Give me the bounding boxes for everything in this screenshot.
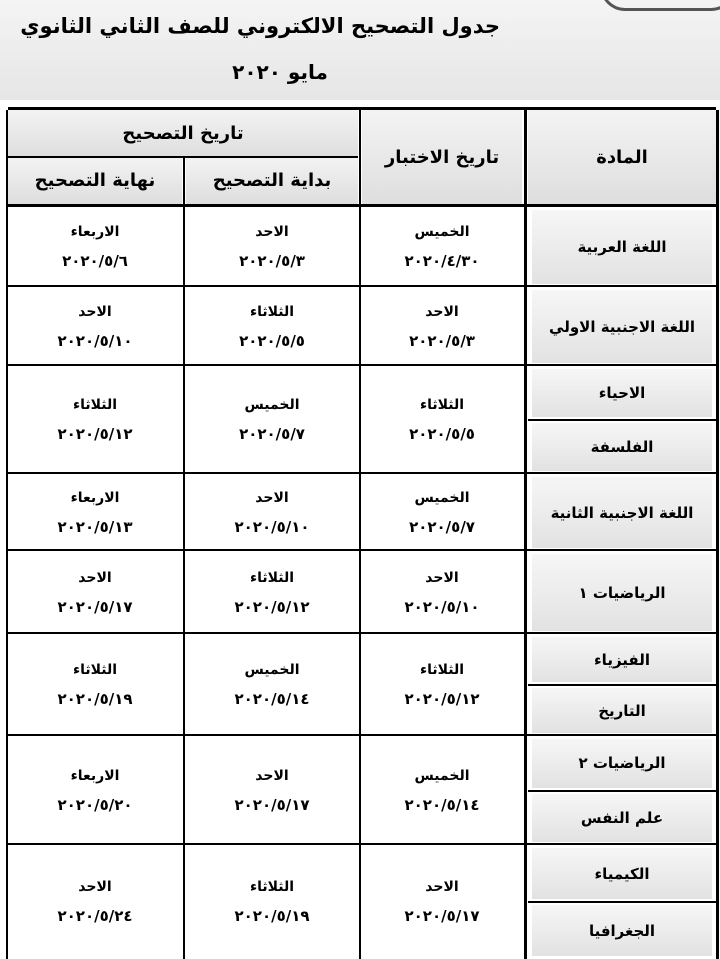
date-value: ٢٠٢٠/٥/٣: [239, 252, 305, 270]
weekday-label: الثلاثاء: [419, 662, 465, 678]
subject-cell: الجغرافيا: [532, 905, 712, 956]
subject-cell: التاريخ: [532, 688, 712, 733]
table-right-border: [716, 110, 719, 959]
row-divider: [8, 632, 716, 634]
end-date-cell: [8, 551, 182, 634]
exam-date-cell: [362, 366, 522, 474]
date-value: ٢٠٢٠/٥/٥: [409, 425, 475, 443]
weekday-label: الثلاثاء: [249, 569, 295, 586]
exam-date-cell: [362, 634, 522, 736]
subject-divider: [528, 684, 716, 686]
date-value: ٢٠٢٠/٥/٣: [409, 331, 475, 350]
exam-date-cell: [362, 287, 522, 366]
weekday-label: الثلاثاء: [419, 397, 465, 413]
table-left-border: [6, 110, 8, 959]
subject-cell: الكيمياء: [532, 848, 712, 899]
subject-cell: اللغة العربية: [532, 210, 712, 284]
date-value: ٢٠٢٠/٥/٢٤: [57, 907, 133, 925]
date-value: ٢٠٢٠/٤/٣٠: [404, 252, 480, 270]
subject-divider: [528, 901, 716, 903]
decorative-arc: [600, 0, 720, 11]
end-date-cell: [8, 287, 182, 366]
table-top-border: [8, 107, 716, 110]
column-divider: [524, 110, 527, 959]
date-value: ٢٠٢٠/٥/٦: [62, 252, 128, 270]
page-title: جدول التصحيح الالكتروني للصف الثاني الثانوي: [20, 14, 500, 38]
start-date-cell: [186, 207, 358, 287]
row-divider: [8, 843, 716, 845]
date-value: ٢٠٢٠/٥/١٧: [234, 795, 310, 814]
end-date-cell: [8, 474, 182, 551]
correction-schedule-table: [0, 100, 720, 959]
column-divider: [183, 157, 185, 959]
date-value: ٢٠٢٠/٥/١٧: [404, 907, 480, 925]
start-date-cell: [186, 474, 358, 551]
subject-cell: الاحياء: [532, 369, 712, 417]
end-date-cell: [8, 845, 182, 959]
date-value: ٢٠٢٠/٥/١٢: [234, 597, 310, 616]
weekday-label: الاحد: [255, 489, 289, 506]
date-value: ٢٠٢٠/٥/٢٠: [57, 795, 133, 814]
date-value: ٢٠٢٠/٥/٧: [239, 425, 305, 443]
start-date-cell: [186, 845, 358, 959]
date-value: ٢٠٢٠/٥/١٢: [57, 425, 133, 443]
header-correction-date: تاريخ التصحيح: [8, 110, 358, 157]
page-header: [0, 0, 720, 100]
row-divider: [8, 285, 716, 287]
date-value: ٢٠٢٠/٥/١٧: [57, 597, 133, 616]
header-bottom-border: [8, 204, 716, 207]
exam-date-cell: [362, 736, 522, 845]
weekday-label: الاحد: [425, 879, 459, 895]
date-value: ٢٠٢٠/٥/٥: [239, 331, 305, 350]
column-divider: [359, 110, 361, 959]
start-date-cell: [186, 634, 358, 736]
weekday-label: الخميس: [244, 397, 300, 413]
exam-date-cell: [362, 474, 522, 551]
subject-divider: [528, 790, 716, 792]
weekday-label: الاحد: [78, 303, 112, 320]
weekday-label: الاحد: [255, 224, 289, 240]
weekday-label: الاحد: [78, 879, 112, 895]
weekday-label: الاحد: [425, 569, 459, 586]
page-subtitle: مايو ٢٠٢٠: [232, 60, 328, 84]
weekday-label: الاربعاء: [70, 224, 120, 240]
start-date-cell: [186, 551, 358, 634]
weekday-label: الثلاثاء: [249, 303, 295, 320]
weekday-label: الاحد: [255, 767, 289, 784]
weekday-label: الثلاثاء: [72, 397, 118, 413]
start-date-cell: [186, 287, 358, 366]
date-value: ٢٠٢٠/٥/١٠: [404, 597, 480, 616]
row-divider: [8, 549, 716, 551]
subject-cell: علم النفس: [532, 794, 712, 843]
subject-cell: الفلسفة: [532, 423, 712, 471]
row-divider: [8, 734, 716, 736]
header-subject: المادة: [528, 110, 716, 204]
date-value: ٢٠٢٠/٥/١٠: [57, 331, 133, 350]
weekday-label: الثلاثاء: [72, 662, 118, 678]
exam-date-cell: [362, 845, 522, 959]
date-value: ٢٠٢٠/٥/١٣: [57, 517, 133, 536]
weekday-label: الخميس: [414, 224, 470, 240]
end-date-cell: [8, 366, 182, 474]
exam-date-cell: [362, 551, 522, 634]
weekday-label: الاحد: [425, 303, 459, 320]
end-date-cell: [8, 207, 182, 287]
date-value: ٢٠٢٠/٥/١٤: [234, 690, 310, 708]
date-value: ٢٠٢٠/٥/١٩: [234, 907, 310, 925]
weekday-label: الخميس: [414, 489, 470, 506]
start-date-cell: [186, 366, 358, 474]
subject-cell: اللغة الاجنبية الاولي: [532, 290, 712, 363]
end-date-cell: [8, 634, 182, 736]
end-date-cell: [8, 736, 182, 845]
header-exam-date: تاريخ الاختبار: [362, 110, 522, 204]
row-divider: [8, 364, 716, 366]
weekday-label: الاحد: [78, 569, 112, 586]
date-value: ٢٠٢٠/٥/٧: [409, 517, 475, 536]
subject-cell: الرياضيات ١: [532, 554, 712, 631]
subject-cell: اللغة الاجنبية الثانية: [532, 477, 712, 548]
subject-divider: [528, 419, 716, 421]
weekday-label: الثلاثاء: [249, 879, 295, 895]
weekday-label: الخميس: [414, 767, 470, 784]
header-correction-start: بداية التصحيح: [186, 157, 358, 204]
date-value: ٢٠٢٠/٥/١٢: [404, 690, 480, 708]
date-value: ٢٠٢٠/٥/١٠: [234, 517, 310, 536]
start-date-cell: [186, 736, 358, 845]
exam-date-cell: [362, 207, 522, 287]
subject-cell: الفيزياء: [532, 637, 712, 682]
row-divider: [8, 472, 716, 474]
date-value: ٢٠٢٠/٥/١٩: [57, 690, 133, 708]
subject-cell: الرياضيات ٢: [532, 739, 712, 788]
weekday-label: الاربعاء: [70, 767, 120, 784]
date-value: ٢٠٢٠/٥/١٤: [404, 795, 480, 814]
header-correction-end: نهاية التصحيح: [8, 157, 182, 204]
weekday-label: الاربعاء: [70, 489, 120, 506]
weekday-label: الخميس: [244, 662, 300, 678]
